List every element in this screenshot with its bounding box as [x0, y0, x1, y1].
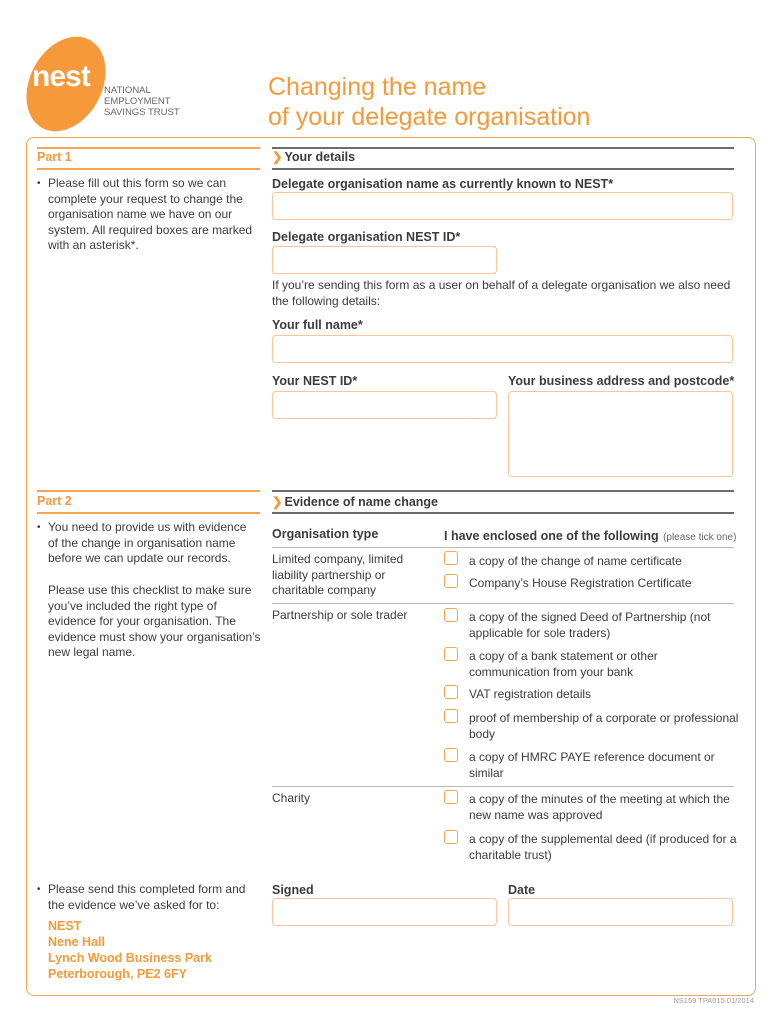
divider	[37, 490, 260, 492]
org-type-charity: Charity	[272, 791, 311, 805]
part1-instructions: • Please fill out this form so we can complete your request to change the organisation name we have on our system. All required boxes are marked with an asterisk*.	[37, 176, 259, 254]
postal-address	[48, 918, 212, 982]
section-your-details	[272, 149, 355, 164]
divider	[272, 547, 734, 548]
on-behalf-text: If you’re sending this form as a user on behalf of a delegate organisation we also need the following details:	[272, 278, 731, 308]
title-line: Changing the name	[268, 73, 487, 101]
divider	[272, 512, 734, 514]
checkbox-membership[interactable]	[444, 709, 458, 723]
org-nest-id-input[interactable]	[272, 246, 497, 274]
tagline-line: NATIONAL	[104, 85, 151, 96]
section-heading: Your details	[284, 150, 356, 164]
full-name-label: Your full name*	[272, 318, 363, 332]
part1-label: Part 1	[37, 150, 72, 164]
col-enclosed	[444, 527, 736, 545]
divider	[37, 168, 260, 170]
org-nest-id-label: Delegate organisation NEST ID*	[272, 230, 461, 244]
option-label: a copy of the minutes of the meeting at which the new name was approved	[469, 792, 730, 822]
option-label: a copy of HMRC PAYE reference document or similar	[469, 750, 715, 780]
col-enclosed-label: I have enclosed one of the following	[444, 529, 659, 543]
nest-logo	[24, 30, 110, 142]
checkbox-deed-of-partnership[interactable]	[444, 608, 458, 622]
divider	[37, 512, 260, 514]
address-line: NEST	[48, 919, 82, 933]
checkbox-hmrc-paye[interactable]	[444, 748, 458, 762]
option-label: a copy of a bank statement or other communication from your bank	[469, 649, 658, 679]
title-line: of your delegate organisation	[268, 103, 591, 131]
col-enclosed-note: (please tick one)	[663, 532, 737, 543]
logo-tagline	[104, 85, 180, 118]
chevron-right-icon: ❯	[272, 495, 283, 509]
checkbox-name-certificate[interactable]	[444, 551, 458, 565]
date-label: Date	[508, 883, 536, 897]
option-label: a copy of the signed Deed of Partnership (not applicable for sole traders)	[469, 610, 711, 640]
option-label: proof of membership of a corporate or professional body	[469, 711, 739, 741]
date-input[interactable]	[508, 898, 733, 926]
signed-label: Signed	[272, 883, 314, 897]
part2-label: Part 2	[37, 494, 72, 508]
full-name-input[interactable]	[272, 335, 733, 363]
chevron-right-icon: ❯	[272, 150, 283, 164]
option-label: a copy of the change of name certificate	[469, 554, 682, 568]
checkbox-supplemental-deed[interactable]	[444, 830, 458, 844]
divider	[272, 168, 734, 170]
logo-brand: nest	[32, 60, 90, 93]
checkbox-bank-statement[interactable]	[444, 647, 458, 661]
org-name-input[interactable]	[272, 192, 733, 220]
address-label: Your business address and postcode*	[508, 374, 735, 388]
divider	[272, 786, 734, 787]
signature-input[interactable]	[272, 898, 497, 926]
checkbox-vat[interactable]	[444, 685, 458, 699]
checkbox-companies-house[interactable]	[444, 574, 458, 588]
org-name-label: Delegate organisation name as currently known to NEST*	[272, 177, 614, 191]
org-type-limited: Limited company, limited liability partnership or charitable company	[272, 552, 404, 597]
send-instructions: • Please send this completed form and the evidence we’ve asked for to:	[37, 882, 259, 913]
checkbox-minutes[interactable]	[444, 790, 458, 804]
form-code: NS159 TPA015 01/2014	[673, 996, 754, 1005]
divider	[37, 147, 260, 149]
option-label: VAT registration details	[469, 687, 592, 701]
divider	[272, 603, 734, 604]
divider	[272, 490, 734, 492]
tagline-line: EMPLOYMENT	[104, 96, 171, 107]
page-title	[268, 72, 590, 132]
user-nest-id-input[interactable]	[272, 391, 497, 419]
org-type-partnership: Partnership or sole trader	[272, 608, 408, 622]
address-line: Lynch Wood Business Park	[48, 951, 212, 965]
address-line: Peterborough, PE2 6FY	[48, 967, 187, 981]
part2-instructions: • You need to provide us with evidence of the change in organisation name before we can update our records.	[37, 520, 259, 567]
section-heading: Evidence of name change	[284, 495, 439, 509]
option-label: a copy of the supplemental deed (if produced for a charitable trust)	[469, 832, 737, 862]
address-input[interactable]	[508, 391, 733, 477]
part2-checklist-text: Please use this checklist to make sure you’ve included the right type of evidence for your organisation. The evidence must show your organisation’s new legal name.	[48, 583, 261, 659]
tagline-line: SAVINGS TRUST	[104, 107, 180, 118]
address-line: Nene Hall	[48, 935, 105, 949]
section-evidence	[272, 494, 438, 509]
option-label: Company’s House Registration Certificate	[469, 576, 692, 590]
col-organisation-type: Organisation type	[272, 527, 379, 541]
user-nest-id-label: Your NEST ID*	[272, 374, 358, 388]
